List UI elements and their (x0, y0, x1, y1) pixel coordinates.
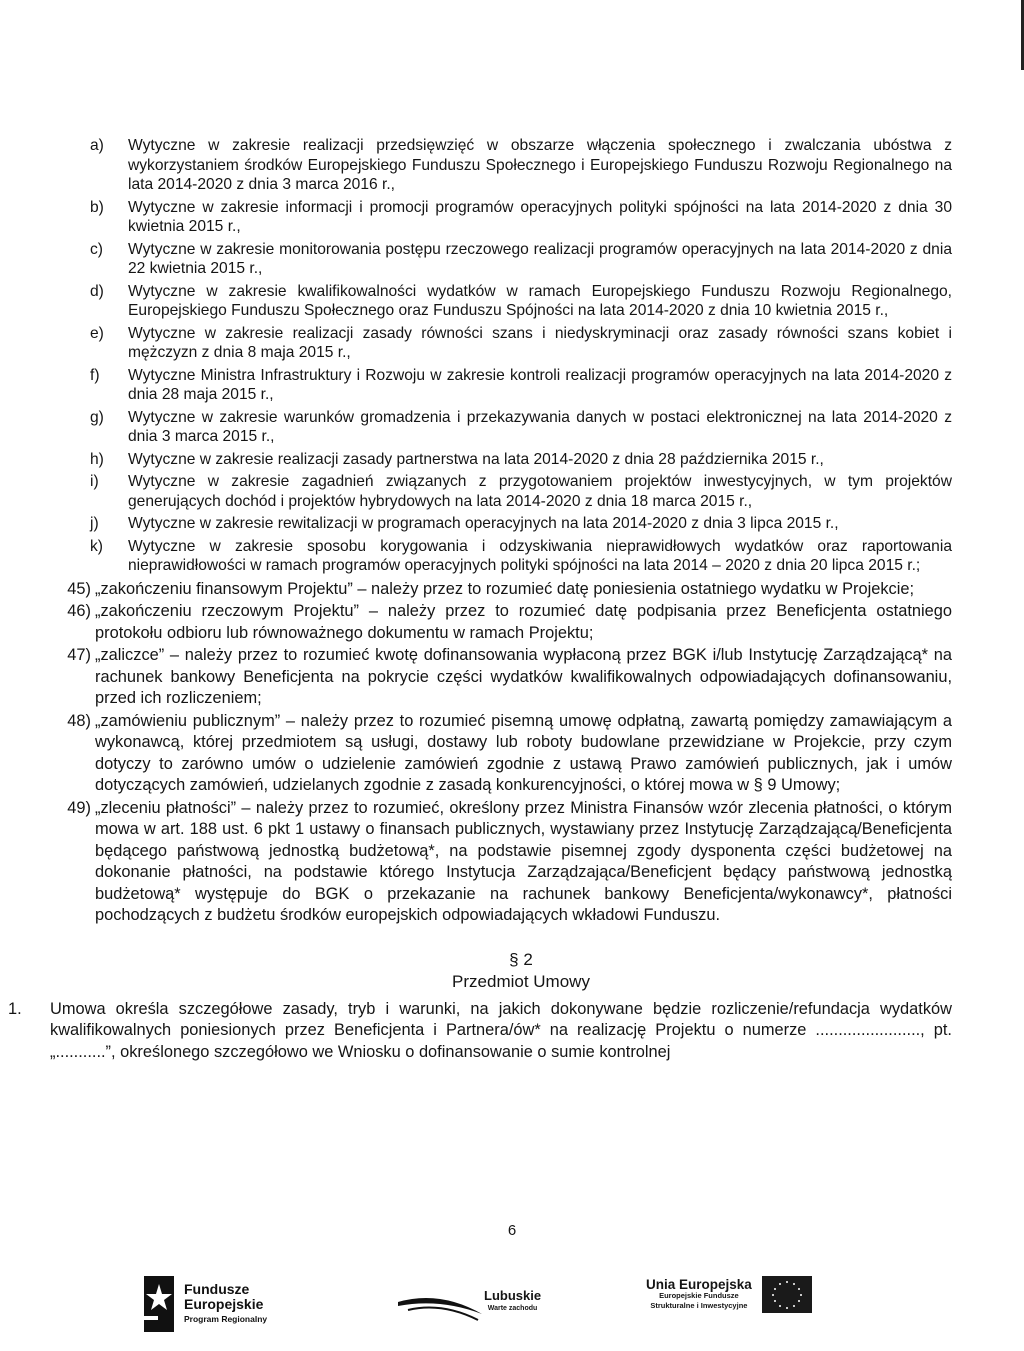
definition-49 (35, 798, 952, 927)
section-title: Przedmiot Umowy (452, 971, 590, 991)
unia-europejska-logo (646, 1276, 812, 1313)
item-text: Wytyczne w zakresie realizacji zasady równości szans i niedyskryminacji oraz zasady równości szans kobiet i mężczyzn z dnia 8 maja 2015 r., (128, 324, 952, 361)
list-item-h (90, 450, 952, 470)
item-text: Wytyczne w zakresie sposobu korygowania i odzyskiwania nieprawidłowych wydatków oraz raportowania nieprawidłowości w ramach programów operacyjnych polityki spójności na lata 2014 – 2020 z dnia 20 lipca 2015 r.; (128, 537, 952, 574)
paragraph-text: Umowa określa szczegółowe zasady, tryb i warunki, na jakich dokonywane będzie rozliczenie/refundacja wydatków kwalifikowalnych poniesionych przez Beneficjenta i Partnera/ów* na realizację Projektu o numerze ......................., pt. „...........”, określonego szczegółowo we Wniosku o dofinansowanie o sumie kontrolnej (50, 999, 952, 1061)
paragraph-1 (8, 999, 952, 1064)
ue-line1: Unia Europejska (646, 1277, 752, 1292)
item-text: Wytyczne Ministra Infrastruktury i Rozwoju w zakresie kontroli realizacji programów operacyjnych na lata 2014-2020 z dnia 28 maja 2015 r., (128, 366, 952, 403)
item-label: c) (90, 240, 103, 258)
item-label: f) (90, 366, 100, 384)
lub-line1: Lubuskie (484, 1288, 542, 1303)
definition-number: 46) (67, 602, 91, 620)
item-text: Wytyczne w zakresie zagadnień związanych z przygotowaniem projektów inwestycyjnych, w tym projektów generujących dochód i projektów hybrydowych na lata 2014-2020 z dnia 18 marca 2015 r., (128, 473, 952, 510)
section-mark: § 2 (509, 949, 533, 969)
definition-text: „zamówieniu publicznym” – należy przez to rozumieć pisemną umowę odpłatną, zawartą pomiędzy zamawiającym a wykonawcą, której przedmiotem są usługi, dostawy lub roboty budowlane przewidziane w Projekcie, przy czym dotyczy to zarówno umów o udzielenie zamówień zgodnie z ustawą Prawo zamówień publicznych, jak i umów dotyczących zamówień, udzielanych zgodnie z zasadą konkurencyjności, o której mowa w § 9 Umowy; (95, 711, 952, 794)
definition-45 (35, 579, 952, 601)
item-text: Wytyczne w zakresie informacji i promocji programów operacyjnych polityki spójności na lata 2014-2020 z dnia 30 kwietnia 2015 r., (128, 198, 952, 235)
document-body (8, 136, 952, 1066)
item-label: j) (90, 515, 99, 532)
item-label: b) (90, 198, 104, 216)
fundusze-europejskie-logo (142, 1276, 267, 1332)
item-label: k) (90, 537, 103, 555)
list-item-e (90, 324, 952, 363)
list-item-j (90, 514, 952, 534)
list-item-c (90, 240, 952, 279)
item-text: Wytyczne w zakresie realizacji zasady partnerstwa na lata 2014-2020 z dnia 28 października 2015 r., (128, 450, 824, 468)
item-text: Wytyczne w zakresie warunków gromadzenia i przekazywania danych w postaci elektronicznej na lata 2014-2020 z dnia 3 marca 2015 r., (128, 408, 952, 445)
list-item-k (90, 537, 952, 576)
list-item-f (90, 366, 952, 405)
item-text: Wytyczne w zakresie monitorowania postępu rzeczowego realizacji programów operacyjnych na lata 2014-2020 z dnia 22 kwietnia 2015 r., (128, 240, 952, 277)
item-label: h) (90, 450, 104, 468)
list-item-i (90, 472, 952, 511)
paragraph-number: 1. (8, 999, 22, 1018)
definition-number: 47) (67, 646, 91, 664)
lubuskie-logo (398, 1280, 541, 1324)
lubuskie-swoosh-icon (398, 1280, 482, 1324)
item-label: a) (90, 137, 104, 154)
definition-number: 45) (67, 579, 91, 598)
ue-text (646, 1278, 752, 1311)
item-text: Wytyczne w zakresie kwalifikowalności wydatków w ramach Europejskiego Funduszu Rozwoju Regionalnego, Europejskiego Funduszu Społecznego oraz Funduszu Spójności na lata 2014-2020 z dnia 10 kwietnia 2015 r., (128, 282, 952, 319)
ue-line3: Strukturalne i Inwestycyjne (650, 1301, 748, 1310)
definition-text: „zaliczce” – należy przez to rozumieć kwotę dofinansowania wypłaconą przez BGK i/lub Instytucję Zarządzającą* na rachunek bankowy Beneficjenta na pokrycie części wydatków kwalifikowalnych odpowiadających dofinansowaniu, przed ich rozliczeniem; (95, 646, 952, 707)
definition-number: 49) (67, 798, 91, 817)
lubuskie-text (484, 1289, 541, 1315)
fe-star-icon (142, 1276, 176, 1332)
lub-line2: Warte zachodu (487, 1305, 538, 1312)
definition-48 (35, 711, 952, 797)
definition-number: 48) (67, 711, 91, 730)
item-text: Wytyczne w zakresie rewitalizacji w programach operacyjnych na lata 2014-2020 z dnia 3 lipca 2015 r., (128, 515, 839, 532)
item-label: g) (90, 408, 104, 426)
eu-flag-icon (762, 1276, 812, 1313)
item-label: i) (90, 473, 99, 490)
item-label: d) (90, 282, 104, 300)
item-label: e) (90, 324, 104, 342)
fe-text (184, 1282, 267, 1327)
list-item-d (90, 282, 952, 321)
definition-47 (35, 645, 952, 710)
list-item-b (90, 198, 952, 237)
definition-text: „zakończeniu rzeczowym Projektu” – należy przez to rozumieć datę podpisania przez Beneficjenta ostatniego protokołu odbioru lub równoważnego dokumentu w ramach Projektu; (95, 602, 952, 642)
definition-text: „zleceniu płatności” – należy przez to rozumieć, określony przez Ministra Finansów wzór zlecenia płatności, o którym mowa w art. 188 ust. 6 pkt 1 ustawy o finansach publicznych, wystawiany przez Instytucję Zarządzającą/Beneficjenta będącego państwową jednostką budżetową*, na podstawie pisemnej zgody dysponenta części budżetowej na dokonanie płatności, na podstawie którego Instytucja Zarządzająca/Beneficjent będący państwową jednostką budżetową* występuje do BGK o przekazanie na rachunek bankowy Beneficjenta/wykonawcy*, płatności pochodzących z budżetu środków europejskich odpowiadających wkładowi Funduszu. (95, 798, 952, 924)
ue-line2: Europejskie Fundusze (659, 1291, 739, 1300)
footer-logos (0, 1270, 1024, 1340)
fe-line1: Fundusze (184, 1280, 250, 1297)
definition-text: „zakończeniu finansowym Projektu” – należy przez to rozumieć datę poniesienia ostatniego wydatku w Projekcie; (95, 579, 915, 598)
page-number: 6 (507, 1222, 517, 1239)
list-item-a (90, 136, 952, 195)
item-text: Wytyczne w zakresie realizacji przedsięwzięć w obszarze włączenia społecznego i zwalczania ubóstwa z wykorzystaniem środków Europejskiego Funduszu Społecznego i Europejskiego Funduszu Rozwoju Regionalnego na lata 2014-2020 z dnia 3 marca 2016 r., (128, 137, 952, 193)
definition-46 (35, 601, 952, 644)
list-item-g (90, 408, 952, 447)
fe-line3: Program Regionalny (184, 1313, 268, 1324)
fe-line2: Europejskie (184, 1295, 264, 1312)
